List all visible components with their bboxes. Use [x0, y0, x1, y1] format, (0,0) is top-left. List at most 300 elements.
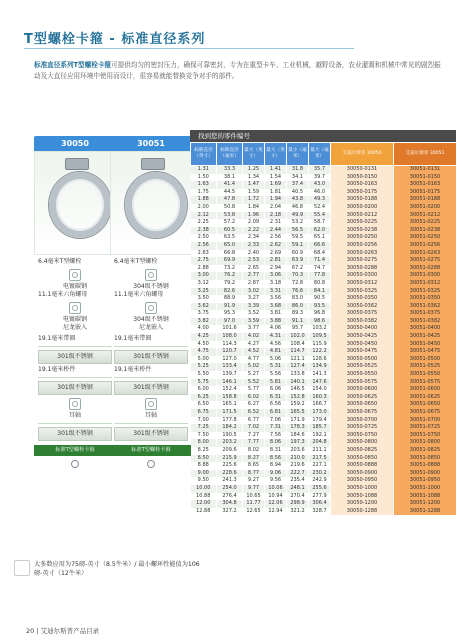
table-cell: 53.8: [217, 212, 243, 220]
table-cell: 1.50: [191, 174, 217, 182]
intro-lead: 标准直径系列T型螺栓卡箍: [34, 61, 112, 69]
bolt-spec: 6.4毫米T型螺栓: [38, 258, 82, 265]
table-cell: 3.27: [243, 295, 265, 303]
table-cell: 254.0: [217, 485, 243, 493]
table-row: [191, 250, 457, 258]
table-cell: 46.0: [309, 189, 331, 197]
table-row: [191, 242, 457, 250]
table-cell: 146.1: [217, 379, 243, 387]
product-column-30051: [110, 136, 192, 472]
table-cell: 76.2: [217, 272, 243, 280]
table-cell: 8.56: [265, 455, 287, 463]
table-cell: 6.75: [191, 409, 217, 417]
table-cell: 79.2: [217, 280, 243, 288]
table-cell: 8.25: [191, 447, 217, 455]
band-material: 304级不锈钢: [133, 283, 169, 290]
table-cell: 7.50: [191, 432, 217, 440]
table-cell: 30051-0238: [394, 227, 457, 235]
table-cell: 30051-0175: [394, 189, 457, 197]
table-cell: 63.9: [287, 257, 309, 265]
table-cell: 30051-0275: [394, 257, 457, 265]
table-cell: 8.88: [191, 462, 217, 470]
table-cell: 30050-0650: [331, 401, 394, 409]
table-cell: 3.18: [265, 280, 287, 288]
table-cell: 83.0: [287, 295, 309, 303]
table-cell: 6.52: [243, 409, 265, 417]
table-cell: 30051-0212: [394, 212, 457, 220]
table-cell: 30050-0225: [331, 219, 394, 227]
table-cell: 225.6: [217, 462, 243, 470]
spec-icon: [145, 269, 157, 281]
table-cell: 41.4: [217, 181, 243, 189]
table-cell: 115.9: [309, 341, 331, 349]
table-cell: 70.3: [287, 272, 309, 280]
table-cell: 1.75: [191, 189, 217, 197]
table-cell: 217.5: [309, 455, 331, 463]
table-cell: 30051-0950: [394, 477, 457, 485]
product-part-number: 30050: [34, 136, 116, 151]
table-row: [191, 379, 457, 387]
table-cell: 3.50: [191, 295, 217, 303]
table-cell: 5.00: [191, 356, 217, 364]
title-divider: [24, 48, 354, 49]
table-cell: 5.81: [265, 379, 287, 387]
table-row: [191, 341, 457, 349]
table-row: [191, 477, 457, 485]
table-cell: 30050-0362: [331, 303, 394, 311]
table-cell: 3.77: [243, 325, 265, 333]
table-cell: 30050-0212: [331, 212, 394, 220]
table-cell: 179.4: [309, 417, 331, 425]
table-cell: 62.0: [309, 227, 331, 235]
col-header: 最大（英寸）: [243, 143, 265, 166]
table-cell: 2.81: [265, 257, 287, 265]
table-row: [191, 409, 457, 417]
table-cell: 34.1: [287, 174, 309, 182]
table-cell: 6.81: [265, 409, 287, 417]
table-cell: 30051-0575: [394, 379, 457, 387]
table-cell: 1.25: [243, 166, 265, 174]
table-cell: 88.9: [217, 295, 243, 303]
table-cell: 57.2: [217, 219, 243, 227]
table-cell: 2.04: [265, 204, 287, 212]
table-cell: 5.77: [243, 386, 265, 394]
table-cell: 8.50: [191, 455, 217, 463]
table-cell: 128.6: [309, 356, 331, 364]
table-cell: 6.00: [191, 386, 217, 394]
table-cell: 30051-0900: [394, 470, 457, 478]
table-cell: 203.2: [217, 439, 243, 447]
product-part-number: 30051: [110, 136, 192, 151]
table-cell: 30050-0950: [331, 477, 394, 485]
intro-text: 可提供均匀的密封压力，确保可靠密封，专为在重型卡车、工业机械，越野设备，农业灌溉和机械中常见的剧烈振动及大直径应用环境中使用而设计，很容易就能替换竞争对手的部件。: [34, 61, 441, 80]
table-cell: 177.8: [217, 417, 243, 425]
table-cell: 241.3: [217, 477, 243, 485]
table-row: [191, 234, 457, 242]
table-cell: 8.02: [243, 447, 265, 455]
table-cell: 141.3: [309, 371, 331, 379]
size-table: [190, 142, 457, 515]
table-cell: 204.8: [309, 439, 331, 447]
table-cell: 30050-0475: [331, 348, 394, 356]
table-cell: 4.06: [265, 325, 287, 333]
table-row: [191, 485, 457, 493]
table-row: [191, 325, 457, 333]
table-cell: 6.06: [265, 386, 287, 394]
col-header: 艾迪尔斯普 30051: [394, 143, 457, 166]
table-cell: 63.5: [217, 234, 243, 242]
table-cell: 209.6: [217, 447, 243, 455]
table-cell: 30050-0850: [331, 455, 394, 463]
table-cell: 8.06: [265, 439, 287, 447]
table-cell: 30050-0163: [331, 181, 394, 189]
table-cell: 171.9: [287, 417, 309, 425]
table-cell: 158.8: [217, 394, 243, 402]
table-row: [191, 310, 457, 318]
table-cell: 33.3: [217, 166, 243, 174]
table-cell: 4.31: [265, 333, 287, 341]
product-column-30050: [34, 136, 116, 472]
trunnion-label: 耳轴: [144, 412, 157, 419]
torque-icon: [14, 560, 30, 576]
table-row: [191, 462, 457, 470]
table-cell: 3.52: [243, 310, 265, 318]
table-cell: 2.18: [265, 212, 287, 220]
table-cell: 30051-0825: [394, 447, 457, 455]
table-cell: 98.6: [309, 318, 331, 326]
table-cell: 30050-0450: [331, 341, 394, 349]
table-cell: 152.4: [217, 386, 243, 394]
table-cell: 139.7: [217, 371, 243, 379]
table-cell: 1.54: [265, 174, 287, 182]
table-cell: 7.06: [265, 417, 287, 425]
table-title: 找到您的零件编号: [190, 130, 456, 142]
table-cell: 30051-0600: [394, 386, 457, 394]
table-cell: 12.00: [191, 500, 217, 508]
table-cell: 30051-0225: [394, 219, 457, 227]
table-row: [191, 424, 457, 432]
table-cell: 2.09: [243, 219, 265, 227]
table-row: [191, 288, 457, 296]
table-cell: 77.8: [309, 272, 331, 280]
table-row: [191, 196, 457, 204]
table-cell: 71.4: [309, 257, 331, 265]
table-cell: 66.8: [217, 250, 243, 258]
table-cell: 185.7: [309, 424, 331, 432]
table-cell: 219.6: [287, 462, 309, 470]
table-cell: 30051-1088: [394, 493, 457, 501]
table-cell: 108.4: [287, 341, 309, 349]
table-cell: 73.2: [217, 265, 243, 273]
table-cell: 8.00: [191, 439, 217, 447]
table-cell: 4.56: [265, 341, 287, 349]
table-row: [191, 493, 457, 501]
table-cell: 3.59: [243, 318, 265, 326]
table-cell: 114.7: [287, 348, 309, 356]
table-cell: 6.31: [265, 394, 287, 402]
material-c: 301级不锈钢: [114, 381, 188, 395]
table-cell: 1.88: [191, 196, 217, 204]
table-cell: 101.6: [217, 325, 243, 333]
nut-spec: 11.1毫米六角螺母: [114, 291, 164, 298]
table-cell: 12.06: [265, 500, 287, 508]
col-header: 标称直径（英寸）: [191, 143, 217, 166]
table-cell: 58.7: [309, 219, 331, 227]
table-cell: 9.56: [265, 477, 287, 485]
table-cell: 108.0: [217, 333, 243, 341]
housing-material: 304级不锈钢 尼龙嵌入: [133, 316, 169, 331]
table-cell: 4.77: [243, 356, 265, 364]
table-cell: 3.82: [191, 318, 217, 326]
table-cell: 3.75: [191, 310, 217, 318]
table-cell: 30051-0131: [394, 166, 457, 174]
col-header: 最大（毫米）: [309, 143, 331, 166]
table-cell: 3.56: [265, 295, 287, 303]
table-row: [191, 371, 457, 379]
table-cell: 30051-0425: [394, 333, 457, 341]
table-row: [191, 439, 457, 447]
table-cell: 277.9: [309, 493, 331, 501]
table-row: [191, 386, 457, 394]
table-cell: 30051-0850: [394, 455, 457, 463]
table-cell: 2.65: [243, 265, 265, 273]
table-cell: 30050-0382: [331, 318, 394, 326]
table-cell: 4.52: [243, 348, 265, 356]
table-cell: 30050-0312: [331, 280, 394, 288]
table-cell: 30051-1000: [394, 485, 457, 493]
table-cell: 72.8: [287, 280, 309, 288]
table-cell: 30051-0500: [394, 356, 457, 364]
table-cell: 7.56: [265, 432, 287, 440]
table-cell: 1.34: [243, 174, 265, 182]
table-cell: 30051-0382: [394, 318, 457, 326]
table-row: [191, 455, 457, 463]
table-cell: 2.44: [265, 227, 287, 235]
band-width: 19.1毫米带圈: [38, 335, 76, 342]
table-cell: 4.00: [191, 325, 217, 333]
table-row: [191, 265, 457, 273]
page-title: T型螺栓卡箍 - 标准直径系列: [24, 32, 206, 47]
table-row: [191, 508, 457, 516]
band-material: 电镀碳钢: [62, 283, 87, 290]
table-cell: 171.5: [217, 409, 243, 417]
bridge-spec: 19.1毫米桥件: [114, 366, 152, 373]
table-cell: 102.0: [287, 333, 309, 341]
table-row: [191, 417, 457, 425]
table-cell: 211.1: [309, 447, 331, 455]
table-cell: 255.6: [309, 485, 331, 493]
table-cell: 46.8: [287, 204, 309, 212]
table-cell: 321.2: [287, 508, 309, 516]
table-cell: 2.38: [191, 227, 217, 235]
table-cell: 10.88: [191, 493, 217, 501]
table-cell: 5.31: [265, 363, 287, 371]
table-cell: 30050-0700: [331, 417, 394, 425]
table-cell: 49.3: [309, 196, 331, 204]
table-cell: 228.6: [217, 470, 243, 478]
table-row: [191, 363, 457, 371]
table-cell: 166.7: [309, 401, 331, 409]
table-cell: 30050-0131: [331, 166, 394, 174]
bolt-spec: 6.4毫米T型螺栓: [114, 258, 158, 265]
table-cell: 5.56: [265, 371, 287, 379]
table-cell: 35.7: [309, 166, 331, 174]
table-cell: 6.77: [243, 417, 265, 425]
table-cell: 10.00: [191, 485, 217, 493]
table-cell: 65.1: [309, 234, 331, 242]
table-cell: 1.81: [265, 189, 287, 197]
table-cell: 8.77: [243, 470, 265, 478]
table-row: [191, 432, 457, 440]
table-cell: 91.1: [287, 318, 309, 326]
table-cell: 1.94: [265, 196, 287, 204]
table-row: [191, 348, 457, 356]
table-cell: 276.4: [217, 493, 243, 501]
table-cell: 230.2: [309, 470, 331, 478]
product-footer: 标准T型螺栓卡箍: [34, 445, 116, 456]
table-cell: 4.81: [265, 348, 287, 356]
table-cell: 30050-1288: [331, 508, 394, 516]
table-cell: 1.84: [243, 204, 265, 212]
table-cell: 109.5: [309, 333, 331, 341]
spec-icon: [69, 302, 81, 314]
trunnion-icon: [145, 398, 157, 410]
table-cell: 9.77: [243, 485, 265, 493]
table-cell: 86.0: [287, 303, 309, 311]
table-cell: 122.2: [309, 348, 331, 356]
table-cell: 66.6: [309, 242, 331, 250]
table-cell: 7.25: [191, 424, 217, 432]
table-cell: 4.25: [191, 333, 217, 341]
table-cell: 127.4: [287, 363, 309, 371]
table-cell: 2.62: [265, 242, 287, 250]
table-cell: 152.8: [287, 394, 309, 402]
table-header-row: [191, 143, 457, 166]
table-cell: 30050-0325: [331, 288, 394, 296]
table-cell: 4.75: [191, 348, 217, 356]
table-cell: 2.40: [243, 250, 265, 258]
table-cell: 5.75: [191, 379, 217, 387]
table-cell: 9.00: [191, 470, 217, 478]
table-cell: 30050-1000: [331, 485, 394, 493]
table-cell: 1.41: [265, 166, 287, 174]
table-cell: 95.7: [287, 325, 309, 333]
table-cell: 30050-1088: [331, 493, 394, 501]
table-row: [191, 500, 457, 508]
table-cell: 306.4: [309, 500, 331, 508]
table-cell: 2.88: [191, 265, 217, 273]
torque-note-text: 大多数应用为75磅-英寸（8.5牛米）/ 最小螺环性能值为106磅-英寸（12牛米）: [34, 561, 200, 577]
table-cell: 2.33: [243, 242, 265, 250]
table-row: [191, 447, 457, 455]
table-cell: 30050-0400: [331, 325, 394, 333]
table-cell: 30051-0650: [394, 401, 457, 409]
table-cell: 30050-0263: [331, 250, 394, 258]
table-cell: 30051-0300: [394, 272, 457, 280]
table-cell: 2.75: [191, 257, 217, 265]
table-cell: 215.9: [217, 455, 243, 463]
col-header: 标称直径（毫米）: [217, 143, 243, 166]
table-cell: 1.69: [265, 181, 287, 189]
table-cell: 30051-0350: [394, 295, 457, 303]
table-cell: 30051-0888: [394, 462, 457, 470]
table-cell: 5.27: [243, 371, 265, 379]
table-cell: 10.06: [265, 485, 287, 493]
table-row: [191, 333, 457, 341]
table-cell: 89.3: [287, 310, 309, 318]
table-cell: 2.56: [191, 242, 217, 250]
table-cell: 30051-0700: [394, 417, 457, 425]
table-cell: 121.1: [287, 356, 309, 364]
table-cell: 30050-0900: [331, 470, 394, 478]
material-e: 301级不锈钢: [38, 427, 112, 441]
table-cell: 30050-0600: [331, 386, 394, 394]
table-cell: 76.6: [287, 288, 309, 296]
table-cell: 146.5: [287, 386, 309, 394]
table-row: [191, 166, 457, 174]
table-cell: 82.6: [217, 288, 243, 296]
table-cell: 178.3: [287, 424, 309, 432]
table-cell: 30051-0750: [394, 432, 457, 440]
material-a: 301级不锈钢: [38, 350, 112, 364]
table-cell: 43.0: [309, 181, 331, 189]
table-cell: 103.2: [309, 325, 331, 333]
table-cell: 127.0: [217, 356, 243, 364]
table-row: [191, 257, 457, 265]
table-cell: 30051-0525: [394, 363, 457, 371]
table-cell: 30050-0275: [331, 257, 394, 265]
table-cell: 242.9: [309, 477, 331, 485]
table-cell: 2.53: [243, 257, 265, 265]
table-cell: 30051-0288: [394, 265, 457, 273]
table-row: [191, 295, 457, 303]
table-cell: 52.4: [309, 204, 331, 212]
table-cell: 7.02: [243, 424, 265, 432]
table-cell: 47.8: [217, 196, 243, 204]
table-cell: 3.31: [265, 288, 287, 296]
table-cell: 5.52: [243, 379, 265, 387]
table-cell: 30050-0425: [331, 333, 394, 341]
table-cell: 173.0: [309, 409, 331, 417]
table-cell: 30051-0450: [394, 341, 457, 349]
table-cell: 30051-1288: [394, 508, 457, 516]
clamp-photo: [110, 151, 192, 255]
material-e: 301级不锈钢: [114, 427, 188, 441]
table-cell: 12.65: [243, 508, 265, 516]
table-cell: 1.59: [243, 189, 265, 197]
table-cell: 248.1: [287, 485, 309, 493]
table-cell: 30050-0150: [331, 174, 394, 182]
table-cell: 74.7: [309, 265, 331, 273]
table-cell: 30051-0150: [394, 174, 457, 182]
clamp-photo: [34, 151, 116, 255]
table-cell: 222.7: [287, 470, 309, 478]
spec-icon: [145, 302, 157, 314]
table-cell: 30050-0575: [331, 379, 394, 387]
table-cell: 2.25: [191, 219, 217, 227]
table-cell: 304.8: [217, 500, 243, 508]
table-row: [191, 303, 457, 311]
table-cell: 44.5: [217, 189, 243, 197]
table-cell: 30051-0362: [394, 303, 457, 311]
table-cell: 2.34: [243, 234, 265, 242]
table-cell: 197.3: [287, 439, 309, 447]
table-cell: 160.3: [309, 394, 331, 402]
table-cell: 67.2: [287, 265, 309, 273]
table-cell: 30051-0200: [394, 204, 457, 212]
table-cell: 3.00: [191, 272, 217, 280]
table-row: [191, 318, 457, 326]
